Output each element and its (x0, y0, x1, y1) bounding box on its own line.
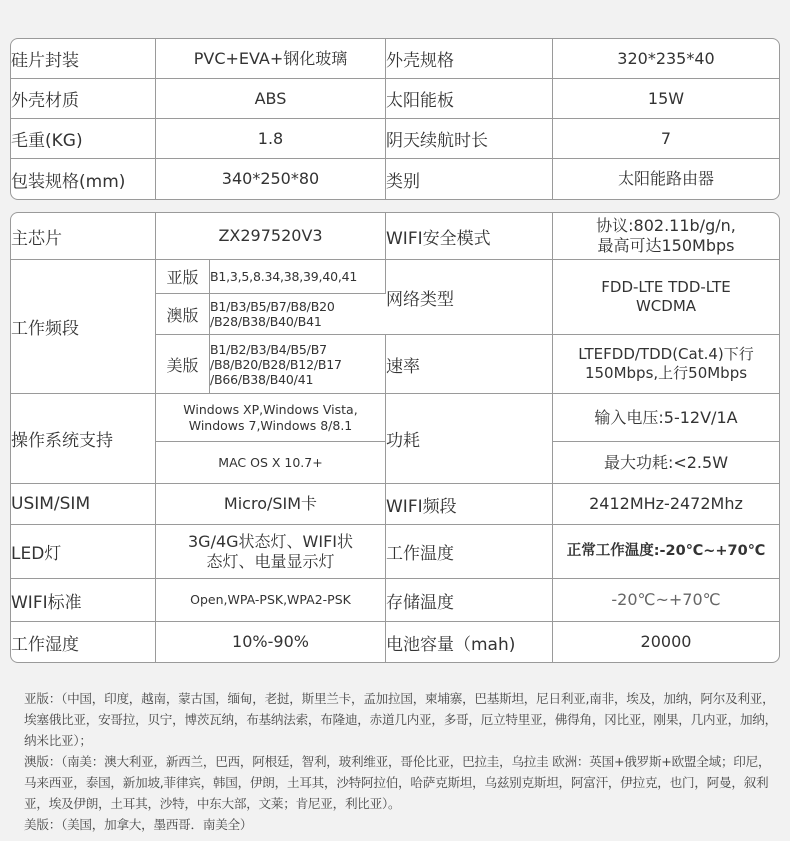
usim-value: Micro/SIM卡 (156, 484, 386, 525)
network-line: WCDMA (635, 297, 697, 315)
spec-label: 包装规格(mm) (11, 159, 156, 199)
spec-label: 外壳规格 (386, 39, 553, 79)
spec-value: 7 (553, 119, 779, 159)
chip-value: ZX297520V3 (156, 213, 386, 260)
network-line: FDD-LTE TDD-LTE (601, 278, 731, 297)
region-notes (24, 688, 780, 835)
wifi-band-label: WIFI频段 (386, 484, 553, 525)
power-max-value: 最大功耗:<2.5W (553, 442, 779, 484)
spec-table-detail (10, 212, 780, 663)
power-voltage-value: 输入电压:5-12V/1A (553, 394, 779, 442)
os-line: Windows XP,Windows Vista, (183, 401, 358, 417)
spec-table-basic (10, 38, 780, 200)
os-line: Windows 7,Windows 8/8.1 (188, 417, 353, 433)
storage-temp-label: 存储温度 (386, 579, 553, 622)
wifi-security-label: WIFI安全模式 (386, 213, 553, 260)
wifi-std-label: WIFI标准 (11, 579, 156, 622)
spec-value: 1.8 (156, 119, 386, 159)
storage-temp-value: -20℃~+70℃ (553, 579, 779, 622)
table-row (11, 525, 779, 579)
bands-label: 工作频段 (11, 260, 156, 394)
spec-value: PVC+EVA+钢化玻璃 (156, 39, 386, 79)
table-row (11, 579, 779, 622)
humidity-label: 工作湿度 (11, 622, 156, 662)
spec-label: 毛重(KG) (11, 119, 156, 159)
spec-label: 太阳能板 (386, 79, 553, 119)
band-line: /B28/B38/B40/B41 (210, 314, 322, 329)
battery-value: 20000 (640, 632, 692, 651)
table-row (11, 394, 779, 442)
table-row (11, 260, 779, 294)
spec-value: 320*235*40 (553, 39, 779, 79)
band-aus-name: 澳版 (156, 294, 210, 335)
os-windows-value (156, 394, 386, 442)
network-label: 网络类型 (386, 260, 553, 335)
table-row (11, 119, 779, 159)
table-row (11, 159, 779, 199)
humidity-value: 10%-90% (156, 622, 386, 662)
band-us-value (210, 335, 386, 394)
wifi-band-value: 2412MHz-2472Mhz (553, 484, 779, 525)
os-mac-value: MAC OS X 10.7+ (156, 442, 386, 484)
chip-label: 主芯片 (11, 213, 156, 260)
speed-label: 速率 (386, 335, 553, 394)
work-temp-value: 正常工作温度:-20℃~+70℃ (553, 525, 779, 579)
network-value (553, 260, 779, 335)
note-asia: 亚版：（中国，印度，越南，蒙古国，缅甸，老挝，斯里兰卡，孟加拉国，柬埔寨，巴基斯坦，尼日利亚,南非，埃及，加纳，阿尔及利亚，埃塞俄比亚，安哥拉，贝宁，博茨瓦纳，布基纳法索，布隆迪，赤道几内亚，多哥，厄立特里亚，佛得角，冈比亚，刚果，几内亚，加纳，纳米比亚）； (24, 691, 777, 748)
spec-label: 阴天续航时长 (386, 119, 553, 159)
battery-label: 电池容量（mah) (386, 622, 553, 662)
band-aus-value (210, 294, 386, 335)
led-value (156, 525, 386, 579)
band-asia-name: 亚版 (156, 260, 210, 294)
spec-label: 类别 (386, 159, 553, 199)
led-label: LED灯 (11, 525, 156, 579)
table-row (11, 79, 779, 119)
spec-label: 外壳材质 (11, 79, 156, 119)
band-line: /B8/B20/B28/B12/B17 (210, 356, 342, 372)
os-label: 操作系统支持 (11, 394, 156, 484)
led-line: 3G/4G状态灯、WIFI状 (187, 531, 353, 551)
note-us: 美版：（美国，加拿大，墨西哥．南美全） (24, 817, 253, 832)
band-line: B1/B3/B5/B7/B8/B20 (210, 299, 335, 314)
table-row (11, 622, 779, 662)
spec-value: 太阳能路由器 (617, 169, 714, 188)
band-asia-value: B1,3,5,8.34,38,39,40,41 (210, 260, 386, 294)
band-line: B1/B2/B3/B4/B5/B7 (210, 341, 327, 357)
table-row (11, 39, 779, 79)
wifi-security-value (553, 213, 779, 260)
wifi-security-line: 协议:802.11b/g/n, (596, 216, 736, 235)
band-us-name: 美版 (156, 335, 210, 394)
note-aus: 澳版：（南美：澳大利亚，新西兰，巴西，阿根廷，智利，玻利维亚，哥伦比亚，巴拉圭，乌拉圭 欧洲：英国+俄罗斯+欧盟全域；印尼，马来西亚，泰国，新加坡,菲律宾，韩国，伊朗，土耳其，沙特阿拉伯，哈萨克斯坦，乌兹别克斯坦，阿富汗，伊拉克，也门，阿曼，叙利亚，埃及伊朗，土耳其，沙特，中东大部，文莱；肯尼亚，利比亚）。 (24, 754, 771, 811)
table-row (11, 484, 779, 525)
table-row (11, 213, 779, 260)
led-line: 态灯、电量显示灯 (206, 551, 335, 571)
speed-value (553, 335, 779, 394)
speed-line: LTEFDD/TDD(Cat.4)下行 (578, 345, 754, 364)
band-line: /B66/B38/B40/41 (210, 371, 314, 387)
speed-line: 150Mbps,上行50Mbps (584, 364, 748, 382)
spec-value: 15W (553, 79, 779, 119)
wifi-security-line: 最高可达150Mbps (597, 236, 735, 255)
spec-value: ABS (156, 79, 386, 119)
spec-label: 硅片封装 (11, 39, 156, 79)
work-temp-label: 工作温度 (386, 525, 553, 579)
wifi-std-value: Open,WPA-PSK,WPA2-PSK (156, 579, 386, 622)
spec-value: 340*250*80 (156, 159, 386, 199)
power-label: 功耗 (386, 394, 553, 484)
usim-label: USIM/SIM (11, 484, 156, 525)
